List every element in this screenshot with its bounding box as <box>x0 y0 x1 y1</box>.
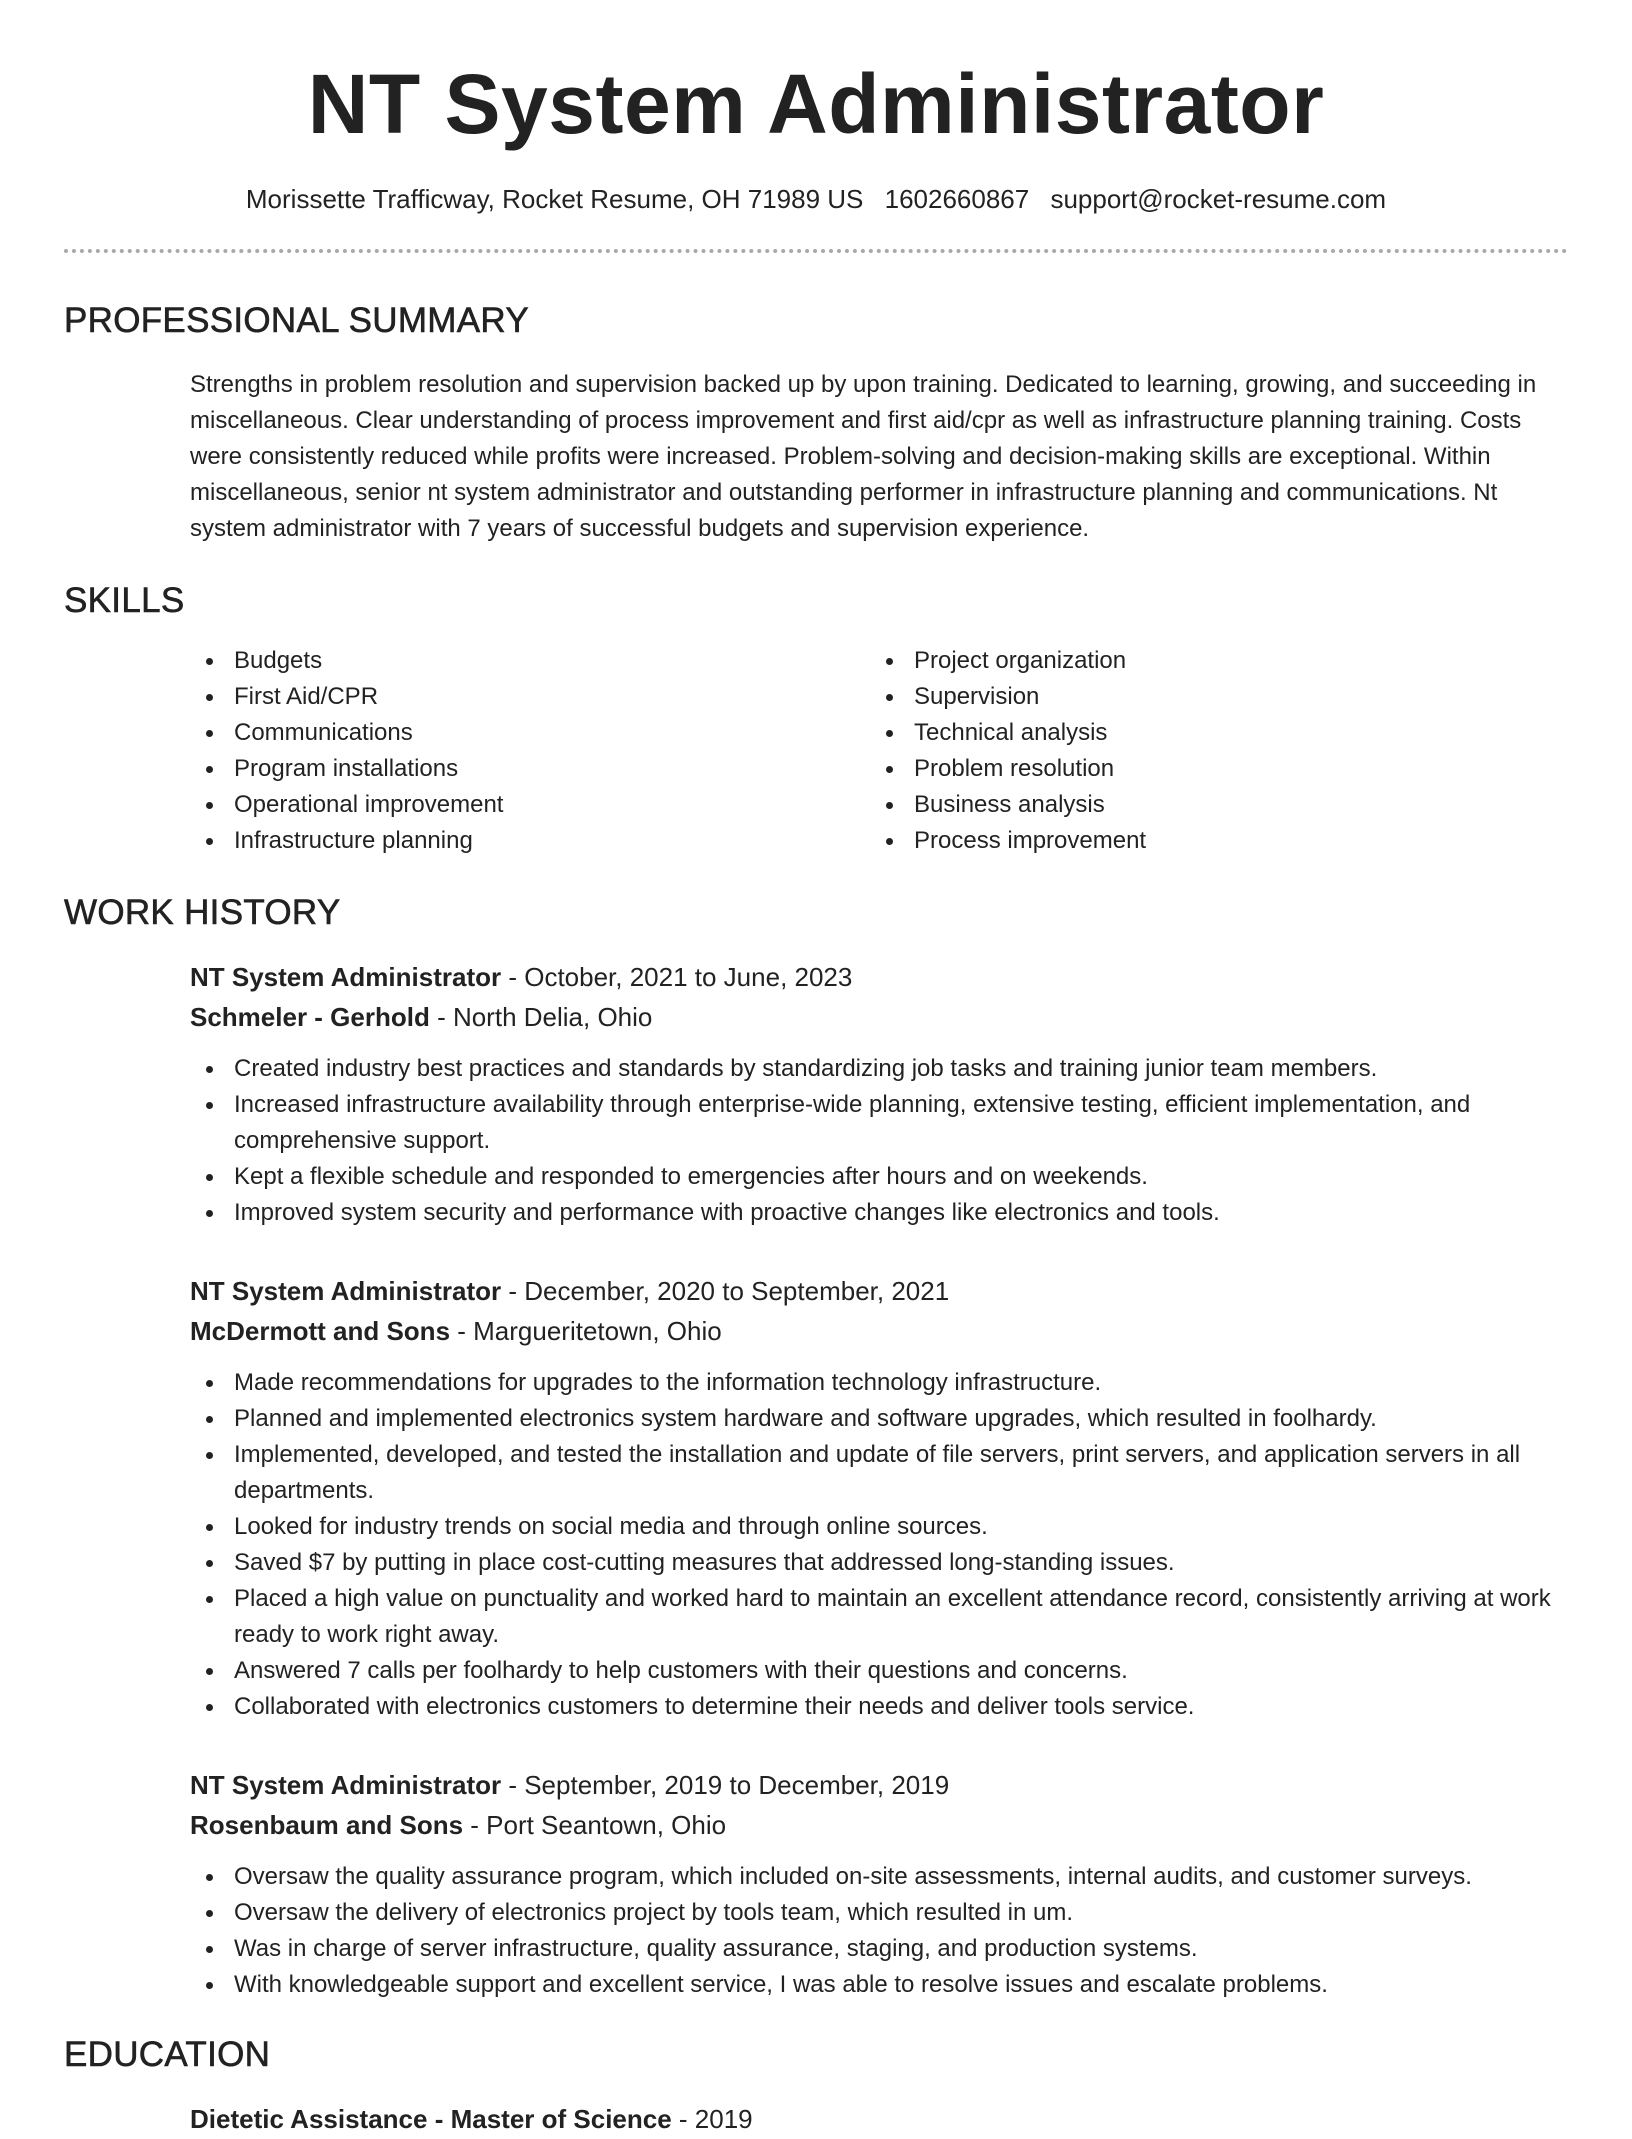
job-title-line <box>190 1765 1568 1805</box>
list-item: Looked for industry trends on social media and through online sources. <box>190 1509 1568 1545</box>
skills-column-left <box>190 643 870 859</box>
summary-text: Strengths in problem resolution and supervision backed up by upon training. Dedicated to learning, growing, and succeeding in miscellaneous. Clear understanding of process improvement and first aid/cpr as well as infrastructure planning training. Costs were consistently reduced while profits were increased. Problem-solving and decision-making skills are exceptional. Within miscellaneous, senior nt system administrator and outstanding performer in infrastructure planning and communications. Nt system administrator with 7 years of successful budgets and supervision experience. <box>190 371 1537 542</box>
job-dates: - December, 2020 to September, 2021 <box>501 1276 950 1306</box>
skills-list <box>190 643 1568 859</box>
list-item: Collaborated with electronics customers to determine their needs and deliver tools service. <box>190 1689 1568 1725</box>
education-heading: EDUCATION <box>64 2035 271 2074</box>
job-title-line <box>190 1271 1568 1311</box>
list-item: Implemented, developed, and tested the installation and update of file servers, print servers, and application servers in all departments. <box>190 1437 1568 1509</box>
education-year: - 2019 <box>671 2104 753 2134</box>
job-location: - Port Seantown, Ohio <box>463 1810 727 1840</box>
job-location: - Margueritetown, Ohio <box>450 1316 722 1346</box>
job-dates: - September, 2019 to December, 2019 <box>501 1770 950 1800</box>
education-entry <box>190 2099 1568 2139</box>
contact-line <box>64 184 1568 215</box>
list-item: Made recommendations for upgrades to the information technology infrastructure. <box>190 1365 1568 1401</box>
header-divider <box>64 249 1568 253</box>
list-item: Created industry best practices and standards by standardizing job tasks and training junior team members. <box>190 1051 1568 1087</box>
list-item: Kept a flexible schedule and responded to emergencies after hours and on weekends. <box>190 1159 1568 1195</box>
skill-item: Project organization <box>870 643 1390 679</box>
job-company: Schmeler - Gerhold <box>190 1002 430 1032</box>
skill-item: Budgets <box>190 643 870 679</box>
skill-item: Operational improvement <box>190 787 870 823</box>
work-history-heading: WORK HISTORY <box>64 893 341 932</box>
skill-item: Problem resolution <box>870 751 1390 787</box>
skill-item: Infrastructure planning <box>190 823 870 859</box>
job-bullets <box>190 1859 1568 2003</box>
address: Morissette Trafficway, Rocket Resume, OH 71989 US <box>245 184 864 214</box>
job-title-line <box>190 957 1568 997</box>
list-item: Oversaw the quality assurance program, which included on-site assessments, internal audits, and customer surveys. <box>190 1859 1568 1895</box>
list-item: With knowledgeable support and excellent service, I was able to resolve issues and escalate problems. <box>190 1967 1568 2003</box>
list-item: Improved system security and performance with proactive changes like electronics and tools. <box>190 1195 1568 1231</box>
job-company-line <box>190 1311 1568 1351</box>
skills-heading: SKILLS <box>64 581 185 620</box>
list-item: Saved $7 by putting in place cost-cutting measures that addressed long-standing issues. <box>190 1545 1568 1581</box>
job-role: NT System Administrator <box>190 962 502 992</box>
skill-item: Technical analysis <box>870 715 1390 751</box>
degree: Dietetic Assistance - Master of Science <box>190 2104 672 2134</box>
skill-item: Business analysis <box>870 787 1390 823</box>
list-item: Oversaw the delivery of electronics project by tools team, which resulted in um. <box>190 1895 1568 1931</box>
skill-item: Communications <box>190 715 870 751</box>
phone: 1602660867 <box>884 184 1030 214</box>
job-bullets <box>190 1365 1568 1725</box>
skill-item: Supervision <box>870 679 1390 715</box>
job-role: NT System Administrator <box>190 1770 502 1800</box>
candidate-name: NT System Administrator <box>307 57 1325 151</box>
list-item: Increased infrastructure availability through enterprise-wide planning, extensive testing, efficient implementation, and comprehensive support. <box>190 1087 1568 1159</box>
job-company-line <box>190 1805 1568 1845</box>
summary-heading: PROFESSIONAL SUMMARY <box>64 301 529 340</box>
list-item: Planned and implemented electronics system hardware and software upgrades, which resulted in foolhardy. <box>190 1401 1568 1437</box>
job-entry <box>190 1271 1568 1725</box>
job-bullets <box>190 1051 1568 1231</box>
skill-item: Program installations <box>190 751 870 787</box>
job-entry <box>190 1765 1568 2003</box>
job-location: - North Delia, Ohio <box>429 1002 653 1032</box>
list-item: Answered 7 calls per foolhardy to help customers with their questions and concerns. <box>190 1653 1568 1689</box>
job-company: Rosenbaum and Sons <box>190 1810 464 1840</box>
job-company: McDermott and Sons <box>190 1316 451 1346</box>
job-dates: - October, 2021 to June, 2023 <box>501 962 853 992</box>
work-history <box>190 957 1568 2003</box>
list-item: Was in charge of server infrastructure, quality assurance, staging, and production systems. <box>190 1931 1568 1967</box>
job-role: NT System Administrator <box>190 1276 502 1306</box>
email: support@rocket-resume.com <box>1050 184 1387 214</box>
skill-item: First Aid/CPR <box>190 679 870 715</box>
job-entry <box>190 957 1568 1231</box>
skills-column-right <box>870 643 1390 859</box>
job-company-line <box>190 997 1568 1037</box>
list-item: Placed a high value on punctuality and worked hard to maintain an excellent attendance record, consistently arriving at work ready to work right away. <box>190 1581 1568 1653</box>
skill-item: Process improvement <box>870 823 1390 859</box>
